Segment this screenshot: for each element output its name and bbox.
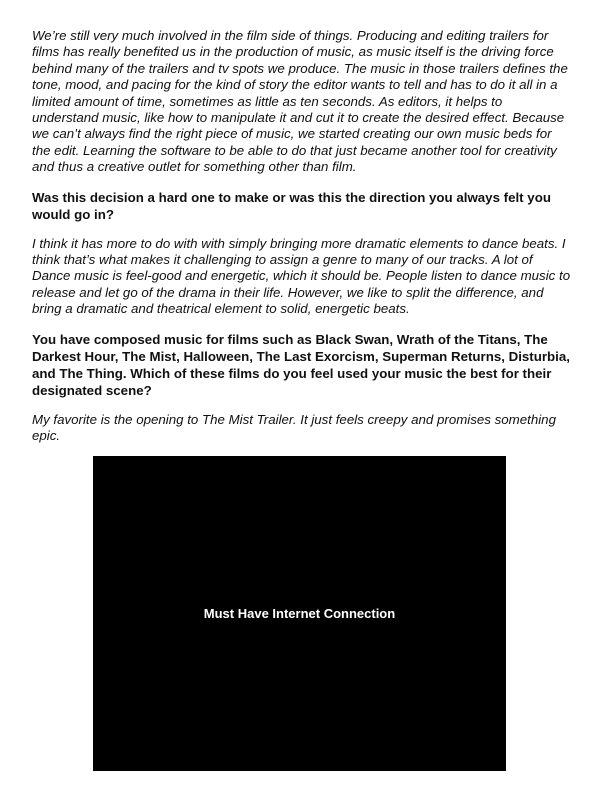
answer-paragraph-1: We’re still very much involved in the film side of things. Producing and editing trailers for films has really benefited us in the production of music, as music itself is the driving force behind many of the trailers and tv spots we produce. The music in those trailers defines the tone, mood, and pacing for the kind of story the editor wants to tell and has to do it all in a limited amount of time, sometimes as little as ten seconds. As editors, it helps to understand music, like how to manipulate it and cut it to create the desired effect. Because we can’t always find the right piece of music, we started creating our own music beds for the edit. Learning the software to be able to do that just became another tool for creativity and thus a creative outlet for something other than film. [32, 28, 568, 175]
article-body [32, 28, 572, 458]
video-embed[interactable] [93, 456, 506, 771]
question-paragraph-2: Was this decision a hard one to make or was this the direction you always felt you would go in? [32, 189, 551, 222]
answer-paragraph-2: I think it has more to do with with simply bringing more dramatic elements to dance beats. I think that’s what makes it challenging to assign a genre to many of our tracks. A lot of Dance music is feel-good and energetic, which it should be. People listen to dance music to release and let go of the drama in their life. However, we like to split the difference, and bring a dramatic and theatrical element to solid, energetic beats. [32, 235, 571, 317]
answer-paragraph-3: My favorite is the opening to The Mist Trailer. It just feels creepy and promises something epic. [32, 411, 556, 444]
video-offline-message: Must Have Internet Connection [203, 606, 396, 621]
question-paragraph-3: You have composed music for films such as Black Swan, Wrath of the Titans, The Darkest Hour, The Mist, Halloween, The Last Exorcism, Superman Returns, Disturbia, and The Thing. Which of these films do you feel used your music the best for their designated scene? [32, 331, 570, 398]
